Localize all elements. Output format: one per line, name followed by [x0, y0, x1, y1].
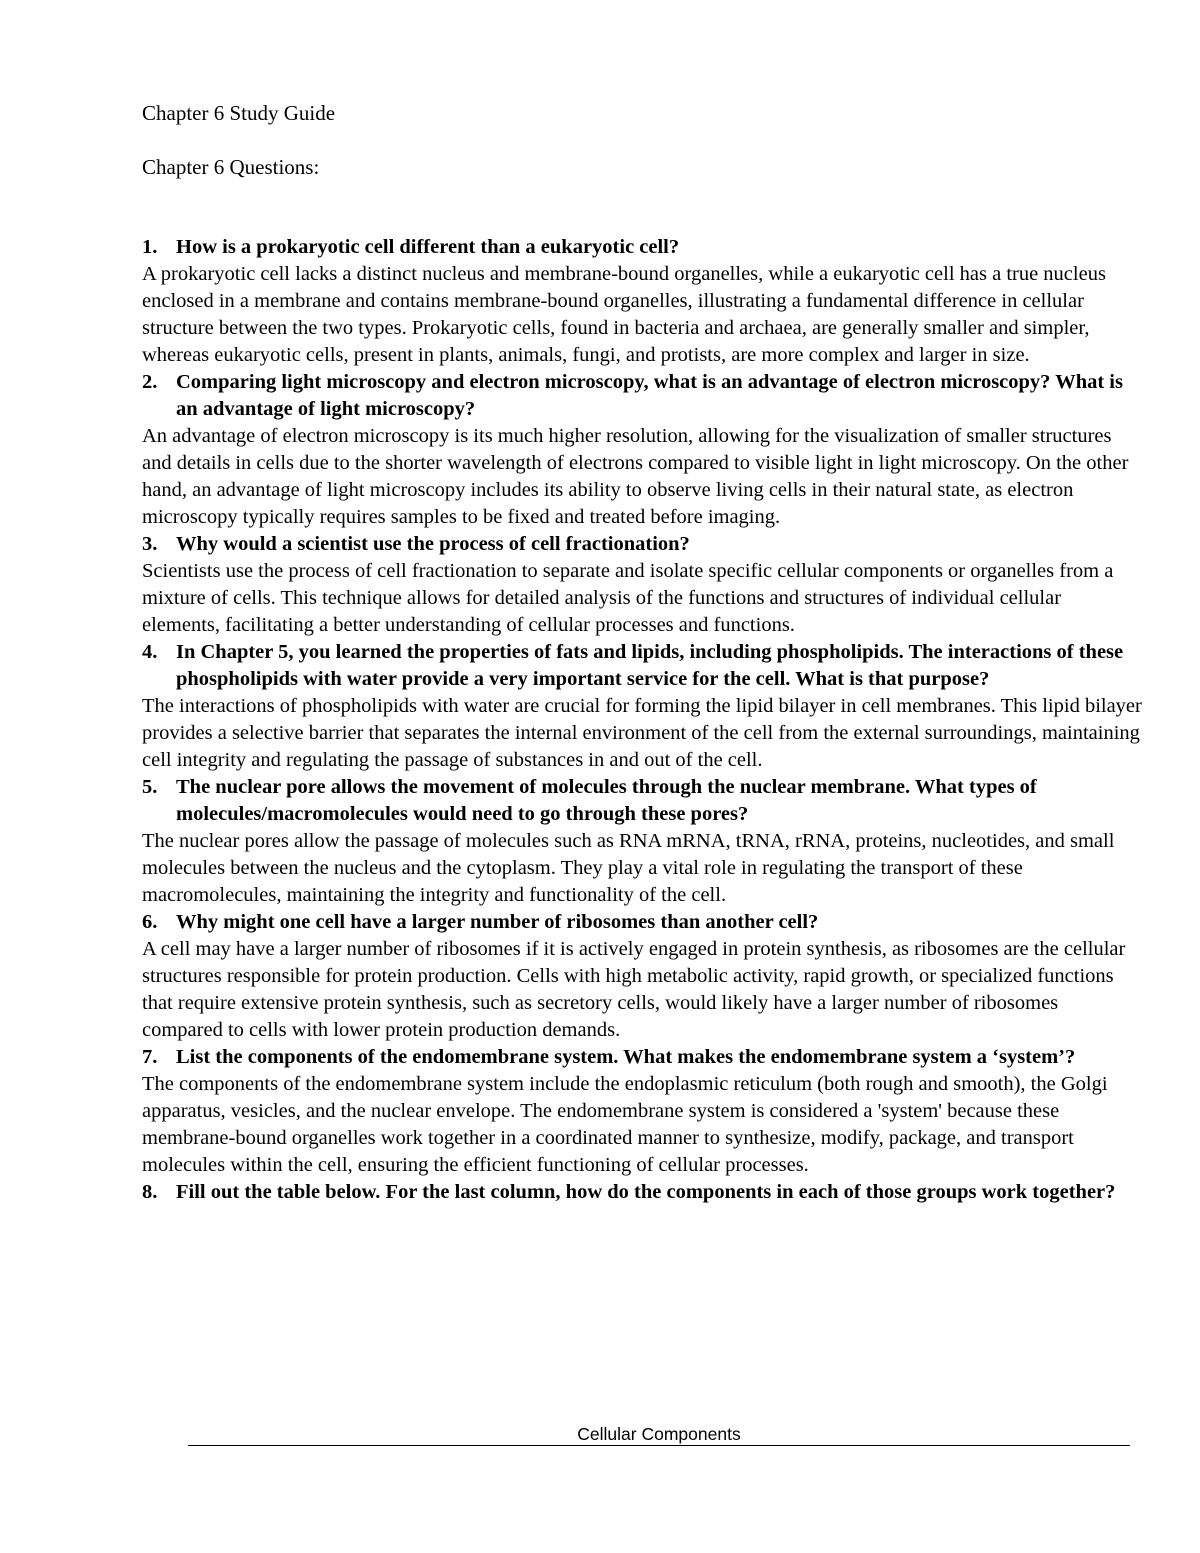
- question-number: 4.: [142, 641, 158, 663]
- question-text: 2. Comparing light microscopy and electron microscopy, what is an advantage of electron microscopy? What is an advantage of light microscopy?: [142, 371, 1123, 420]
- question-text: 4. In Chapter 5, you learned the properties of fats and lipids, including phospholipids. The interactions of these phospholipids with water provide a very important service for the cell. What is that purpose?: [142, 641, 1124, 690]
- question-item-2: [142, 369, 1142, 531]
- question-text: 3. Why would a scientist use the process of cell fractionation?: [142, 531, 1142, 558]
- answer-text: The nuclear pores allow the passage of molecules such as RNA mRNA, tRNA, rRNA, proteins, nucleotides, and small molecules between the nucleus and the cytoplasm. They play a vital role in regulating the transport of these macromolecules, maintaining the integrity and functionality of the cell.: [142, 830, 1115, 906]
- question-text: 6. Why might one cell have a larger number of ribosomes than another cell?: [142, 909, 1142, 936]
- question-number: 3.: [142, 533, 158, 555]
- question-item-8: [142, 1179, 1142, 1206]
- page-title: Chapter 6 Study Guide: [142, 101, 336, 125]
- question-item-5: [142, 774, 1142, 909]
- answer-text: Scientists use the process of cell fractionation to separate and isolate specific cellular components or organelles from a mixture of cells. This technique allows for detailed analysis of the functions and structures of individual cellular elements, facilitating a better understanding of cellular processes and functions.: [142, 560, 1114, 636]
- question-number: 6.: [142, 911, 158, 933]
- answer-text: The components of the endomembrane system include the endoplasmic reticulum (both rough and smooth), the Golgi apparatus, vesicles, and the nuclear envelope. The endomembrane system is considered a 'system' because these membrane-bound organelles work together in a coordinated manner to synthesize, modify, package, and transport molecules within the cell, ensuring the efficient functioning of cellular processes.: [142, 1073, 1108, 1176]
- question-number: 2.: [142, 371, 158, 393]
- question-number: 1.: [142, 236, 158, 258]
- question-text: 5. The nuclear pore allows the movement of molecules through the nuclear membrane. What types of molecules/macromolecules would need to go through these pores?: [142, 776, 1037, 825]
- question-text: 1. How is a prokaryotic cell different than a eukaryotic cell?: [142, 234, 1142, 261]
- question-item-4: [142, 639, 1142, 774]
- answer-text: A cell may have a larger number of ribosomes if it is actively engaged in protein synthesis, as ribosomes are the cellular structures responsible for protein production. Cells with high metabolic activity, rapid growth, or specialized functions that require extensive protein synthesis, such as secretory cells, would likely have a larger number of ribosomes compared to cells with lower protein production demands.: [142, 938, 1126, 1041]
- question-number: 5.: [142, 776, 158, 798]
- table-top-border: [188, 1445, 1130, 1446]
- question-text: 8. Fill out the table below. For the last column, how do the components in each of those groups work together?: [142, 1179, 1142, 1206]
- question-item-7: [142, 1044, 1142, 1179]
- question-item-1: [142, 234, 1142, 369]
- question-list: [142, 234, 1142, 1206]
- question-text: 7. List the components of the endomembrane system. What makes the endomembrane system a ‘system’?: [142, 1044, 1142, 1071]
- section-heading: Chapter 6 Questions:: [142, 155, 320, 179]
- answer-text: The interactions of phospholipids with water are crucial for forming the lipid bilayer in cell membranes. This lipid bilayer provides a selective barrier that separates the internal environment of the cell from the external surroundings, maintaining cell integrity and regulating the passage of substances in and out of the cell.: [142, 695, 1142, 771]
- answer-text: A prokaryotic cell lacks a distinct nucleus and membrane-bound organelles, while a eukaryotic cell has a true nucleus enclosed in a membrane and contains membrane-bound organelles, illustrating a fundamental difference in cellular structure between the two types. Prokaryotic cells, found in bacteria and archaea, are generally smaller and simpler, whereas eukaryotic cells, present in plants, animals, fungi, and protists, are more complex and larger in size.: [142, 263, 1106, 366]
- question-item-6: [142, 909, 1142, 1044]
- table-caption: Cellular Components: [577, 1424, 741, 1444]
- question-number: 7.: [142, 1046, 158, 1068]
- question-number: 8.: [142, 1181, 158, 1203]
- question-item-3: [142, 531, 1142, 639]
- answer-text: An advantage of electron microscopy is its much higher resolution, allowing for the visualization of smaller structures and details in cells due to the shorter wavelength of electrons compared to visible light in light microscopy. On the other hand, an advantage of light microscopy includes its ability to observe living cells in their natural state, as electron microscopy typically requires samples to be fixed and treated before imaging.: [142, 425, 1129, 528]
